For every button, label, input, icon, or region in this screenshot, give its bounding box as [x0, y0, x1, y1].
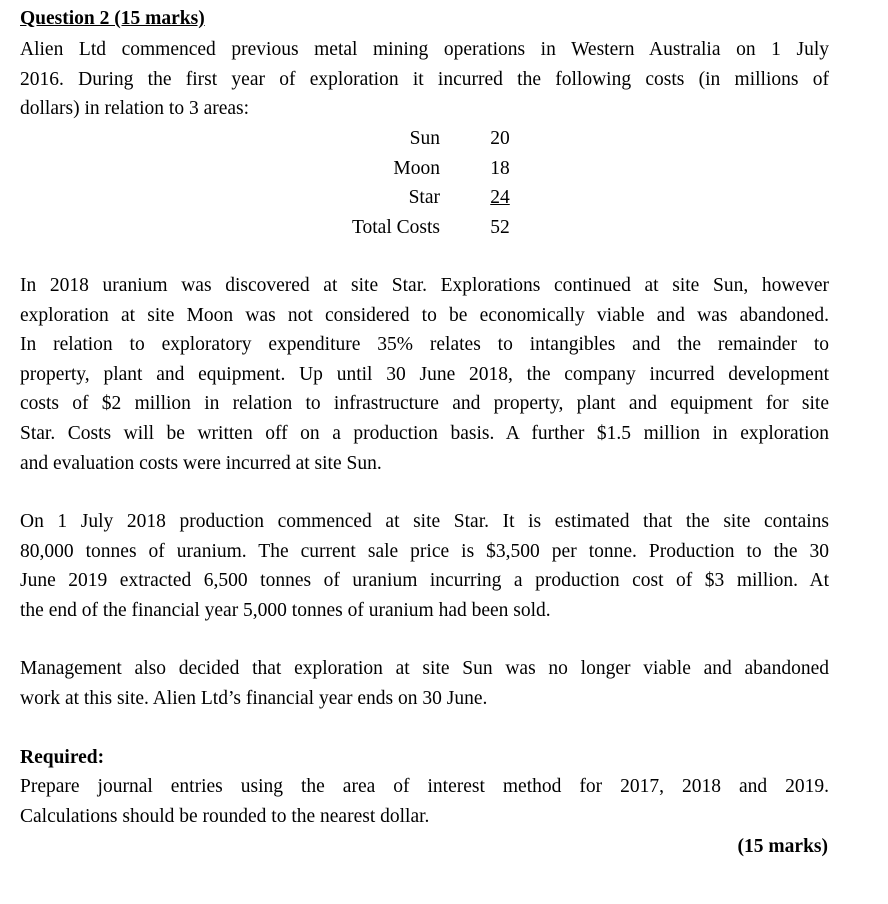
- question-title: Question 2 (15 marks): [20, 8, 205, 29]
- cost-value: 20: [490, 128, 510, 149]
- required-heading: Required:: [20, 747, 105, 768]
- cost-row-star: [300, 183, 540, 213]
- costs-table: [300, 124, 540, 242]
- paragraph-line: Management also decided that exploration at site Sun was no longer viable and abandoned: [20, 658, 829, 679]
- intro-paragraph: [20, 35, 829, 124]
- paragraph-line: Prepare journal entries using the area of interest method for 2017, 2018 and 2019.: [20, 776, 829, 797]
- cost-row-sun: [300, 124, 540, 154]
- cost-row-total: [300, 213, 540, 243]
- cost-label: Moon: [393, 157, 440, 179]
- cost-value: 52: [490, 216, 510, 238]
- production-paragraph: [20, 507, 829, 625]
- required-paragraph: [20, 772, 829, 831]
- paragraph-line: exploration at site Moon was not considered to be economically viable and was abandoned.: [20, 304, 829, 326]
- paragraph-line: costs of $2 million in relation to infrastructure and property, plant and equipment for site: [20, 393, 829, 415]
- paragraph-line: work at this site. Alien Ltd’s financial year ends on 30 June.: [20, 687, 488, 709]
- intro-line: 2016. During the first year of exploration it incurred the following costs (in millions of: [20, 68, 829, 90]
- marks-label: (15 marks): [737, 836, 828, 857]
- paragraph-line: 80,000 tonnes of uranium. The current sale price is $3,500 per tonne. Production to the 30: [20, 540, 829, 562]
- paragraph-line: property, plant and equipment. Up until 30 June 2018, the company incurred development: [20, 363, 829, 385]
- intro-line: Alien Ltd commenced previous metal mining operations in Western Australia on 1 July: [20, 39, 829, 60]
- cost-value: 24: [490, 187, 510, 209]
- paragraph-line: In relation to exploratory expenditure 35% relates to intangibles and the remainder to: [20, 334, 829, 356]
- cost-label: Star: [408, 187, 440, 209]
- intro-line: dollars) in relation to 3 areas:: [20, 98, 250, 120]
- paragraph-line: the end of the financial year 5,000 tonnes of uranium had been sold.: [20, 599, 551, 621]
- cost-value: 18: [490, 157, 510, 179]
- paragraph-line: and evaluation costs were incurred at site Sun.: [20, 452, 382, 474]
- paragraph-line: June 2019 extracted 6,500 tonnes of uranium incurring a production cost of $3 million. At: [20, 570, 829, 592]
- discovery-paragraph: [20, 271, 829, 478]
- management-paragraph: [20, 654, 829, 713]
- cost-label: Total Costs: [351, 216, 440, 238]
- cost-label: Sun: [409, 128, 440, 149]
- paragraph-line: In 2018 uranium was discovered at site Star. Explorations continued at site Sun, however: [20, 275, 829, 296]
- paragraph-line: Calculations should be rounded to the nearest dollar.: [20, 805, 430, 827]
- paragraph-line: Star. Costs will be written off on a production basis. A further $1.5 million in exploration: [20, 422, 829, 444]
- paragraph-line: On 1 July 2018 production commenced at site Star. It is estimated that the site contains: [20, 511, 829, 532]
- cost-row-moon: [300, 154, 540, 184]
